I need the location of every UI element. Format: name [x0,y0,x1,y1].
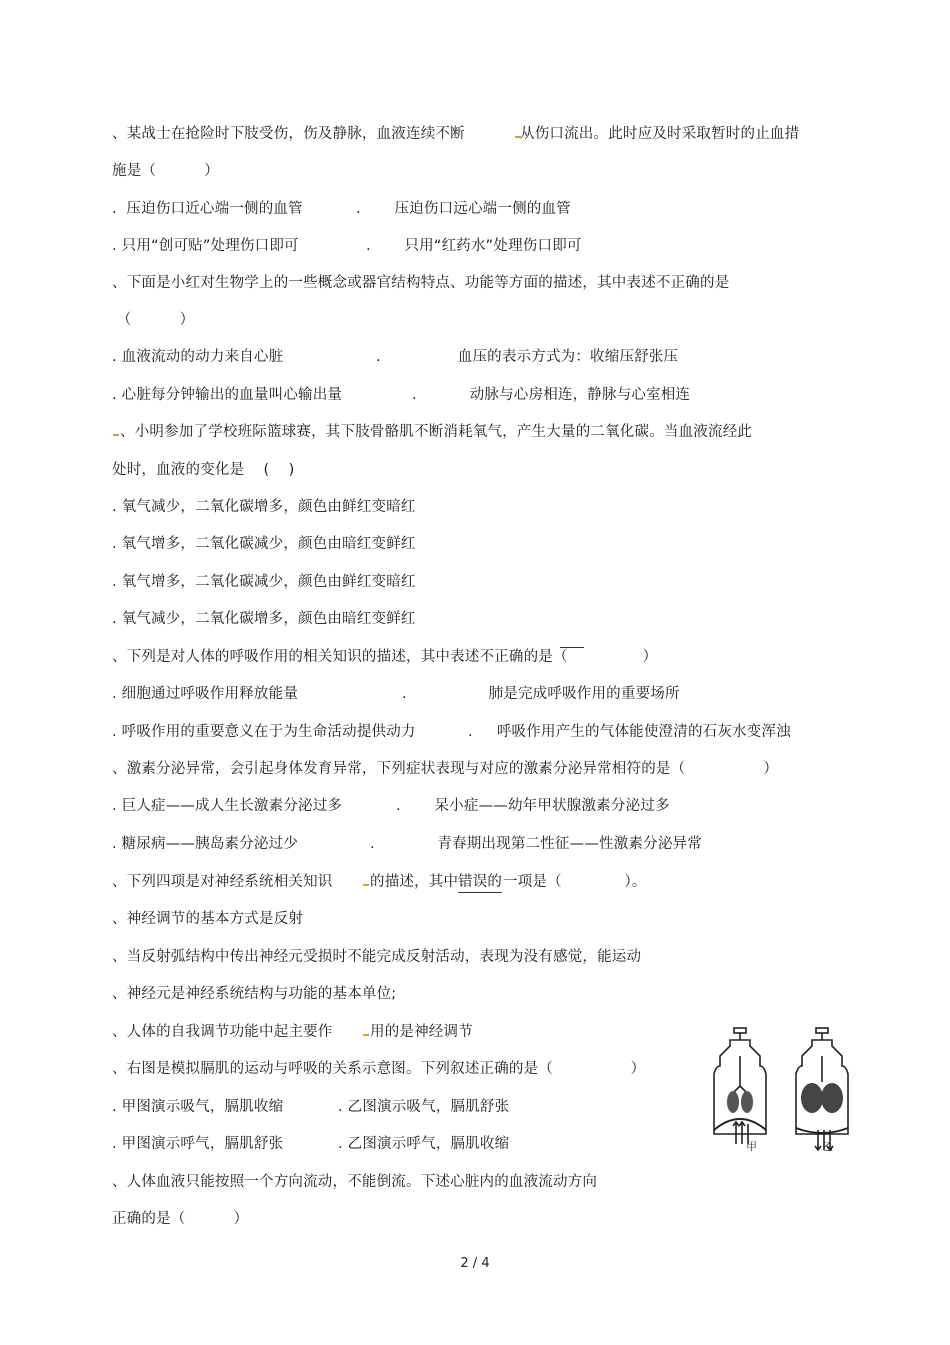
q6-item-4-part-a: 、人体的自我调节功能中起主要作 [112,1024,333,1040]
q4-option-c: . 呼吸作用的重要意义在于为生命活动提供动力 [112,724,416,740]
q1-stem-part-b: 从伤口流出。此时应及时采取暂时的止血措 [520,126,800,142]
q1-option-b: . 压迫伤口远心端一侧的血管 [356,201,571,217]
diaphragm-model-figure [704,1026,862,1154]
q2-option-a: . 血液流动的动力来自心脏 [112,349,284,365]
q3-option-c: . 氧气增多，二氧化碳减少，颜色由鲜红变暗红 [112,574,416,590]
q6-stem-part-d: 一项是（ ）。 [503,874,647,890]
q4-stem-part-a: 、下列是对人体的呼吸作用的相关知识的描述，其中表述不正确的是（ [112,649,568,665]
q5-stem-part-a: 、激素分泌异常，会引起身体发育异常，下列症状表现与对应的激素分泌异常相符的是（ [112,761,686,777]
q5-option-d: . 青春期出现第二性征——性激素分泌异常 [370,836,702,852]
bell-jar-diagram [704,1026,862,1154]
q6-stem-part-c: 错误的 [458,872,502,893]
q8-stem-line2: 正确的是（ ） [112,1211,249,1227]
q6-item-4-mark [362,1022,370,1042]
q7-option-d: . 乙图演示呼气，膈肌收缩 [338,1136,510,1152]
q1-option-c: . 只用“创可贴”处理伤口即可 [112,238,299,254]
q6-stem-part-a: 、下列四项是对神经系统相关知识 [112,874,333,890]
q8-stem-line1: 、人体血液只能按照一个方向流动，不能倒流。下述心脏内的血液流动方向 [112,1174,598,1190]
q7-stem-part-a: 、右图是模拟膈肌的运动与呼吸的关系示意图。下列叙述正确的是（ [112,1061,553,1077]
q1-option-a: . 压迫伤口近心端一侧的血管 [112,201,303,217]
q2-option-c: . 心脏每分钟输出的血量叫心输出量 [112,387,343,403]
q4-stem-part-b: ） [556,649,658,665]
q1-option-d: . 只用“红药水”处理伤口即可 [366,238,582,254]
page-number: 2 / 4 [460,1256,490,1271]
q3-stem-part-a: 、小明参加了学校班际篮球赛，其下肢骨骼肌不断消耗氧气，产生大量的二氧化碳。当血液流经此 [120,424,753,440]
q3-mark [112,422,120,442]
q5-stem-part-b: ） [672,761,779,777]
q6-item-2: 、当反射弧结构中传出神经元受损时不能完成反射活动，表现为没有感觉，能运动 [112,949,642,965]
q2-option-b: . 血压的表示方式为：收缩压舒张压 [376,349,679,365]
q2-option-d: . 动脉与心房相连，静脉与心室相连 [412,387,691,403]
q5-option-c: . 糖尿病——胰岛素分泌过少 [112,836,299,852]
figure-label-yi: 乙 [822,1140,833,1153]
q7-option-c: . 甲图演示呼气，膈肌舒张 [112,1136,284,1152]
figure-label-jia: 甲 [746,1140,757,1153]
q3-stem-line2: 处时，血液的变化是 ( ) [112,462,295,478]
q3-option-a: . 氧气减少，二氧化碳增多，颜色由鲜红变暗红 [112,499,416,515]
q7-option-b: . 乙图演示吸气，膈肌舒张 [338,1099,510,1115]
q6-item-4-part-b: 用的是神经调节 [370,1024,473,1040]
q1-stem-line1 [112,124,832,204]
q6-item-1: 、神经调节的基本方式是反射 [112,911,304,927]
q4-option-d: . 呼吸作用产生的气体能使澄清的石灰水变浑浊 [468,724,791,740]
q6-stem-line1 [112,872,832,992]
q3-option-b: . 氧气增多，二氧化碳减少，颜色由暗红变鲜红 [112,536,416,552]
q3-option-d: . 氧气减少，二氧化碳增多，颜色由暗红变鲜红 [112,611,416,627]
q1-stem-part-a: 、某战士在抢险时下肢受伤，伤及静脉，血液连续不断 [112,126,465,142]
q4-option-b: . 肺是完成呼吸作用的重要场所 [402,686,680,702]
lungs-right [801,1083,843,1113]
q7-option-a: . 甲图演示吸气，膈肌收缩 [112,1099,284,1115]
q6-stem-part-b: 的描述，其中 [370,874,459,890]
lungs-left [727,1091,753,1113]
q2-stem-line1: 、下面是小红对生物学上的一些概念或器官结构特点、功能等方面的描述，其中表述不正确的是 [112,275,730,291]
q7-stem-part-b: ） [544,1061,646,1077]
q4-option-a: . 细胞通过呼吸作用释放能量 [112,686,299,702]
q5-option-b: . 呆小症——幼年甲状腺激素分泌过多 [396,798,670,814]
q2-stem-line2: （ ） [112,312,195,328]
jar-left [714,1028,766,1144]
q1-stem-line2: 施是（ ） [112,163,219,179]
q6-mark [362,872,370,892]
q5-option-a: . 巨人症——成人生长激素分泌过多 [112,798,343,814]
q6-item-3: 、神经元是神经系统结构与功能的基本单位; [112,986,397,1002]
